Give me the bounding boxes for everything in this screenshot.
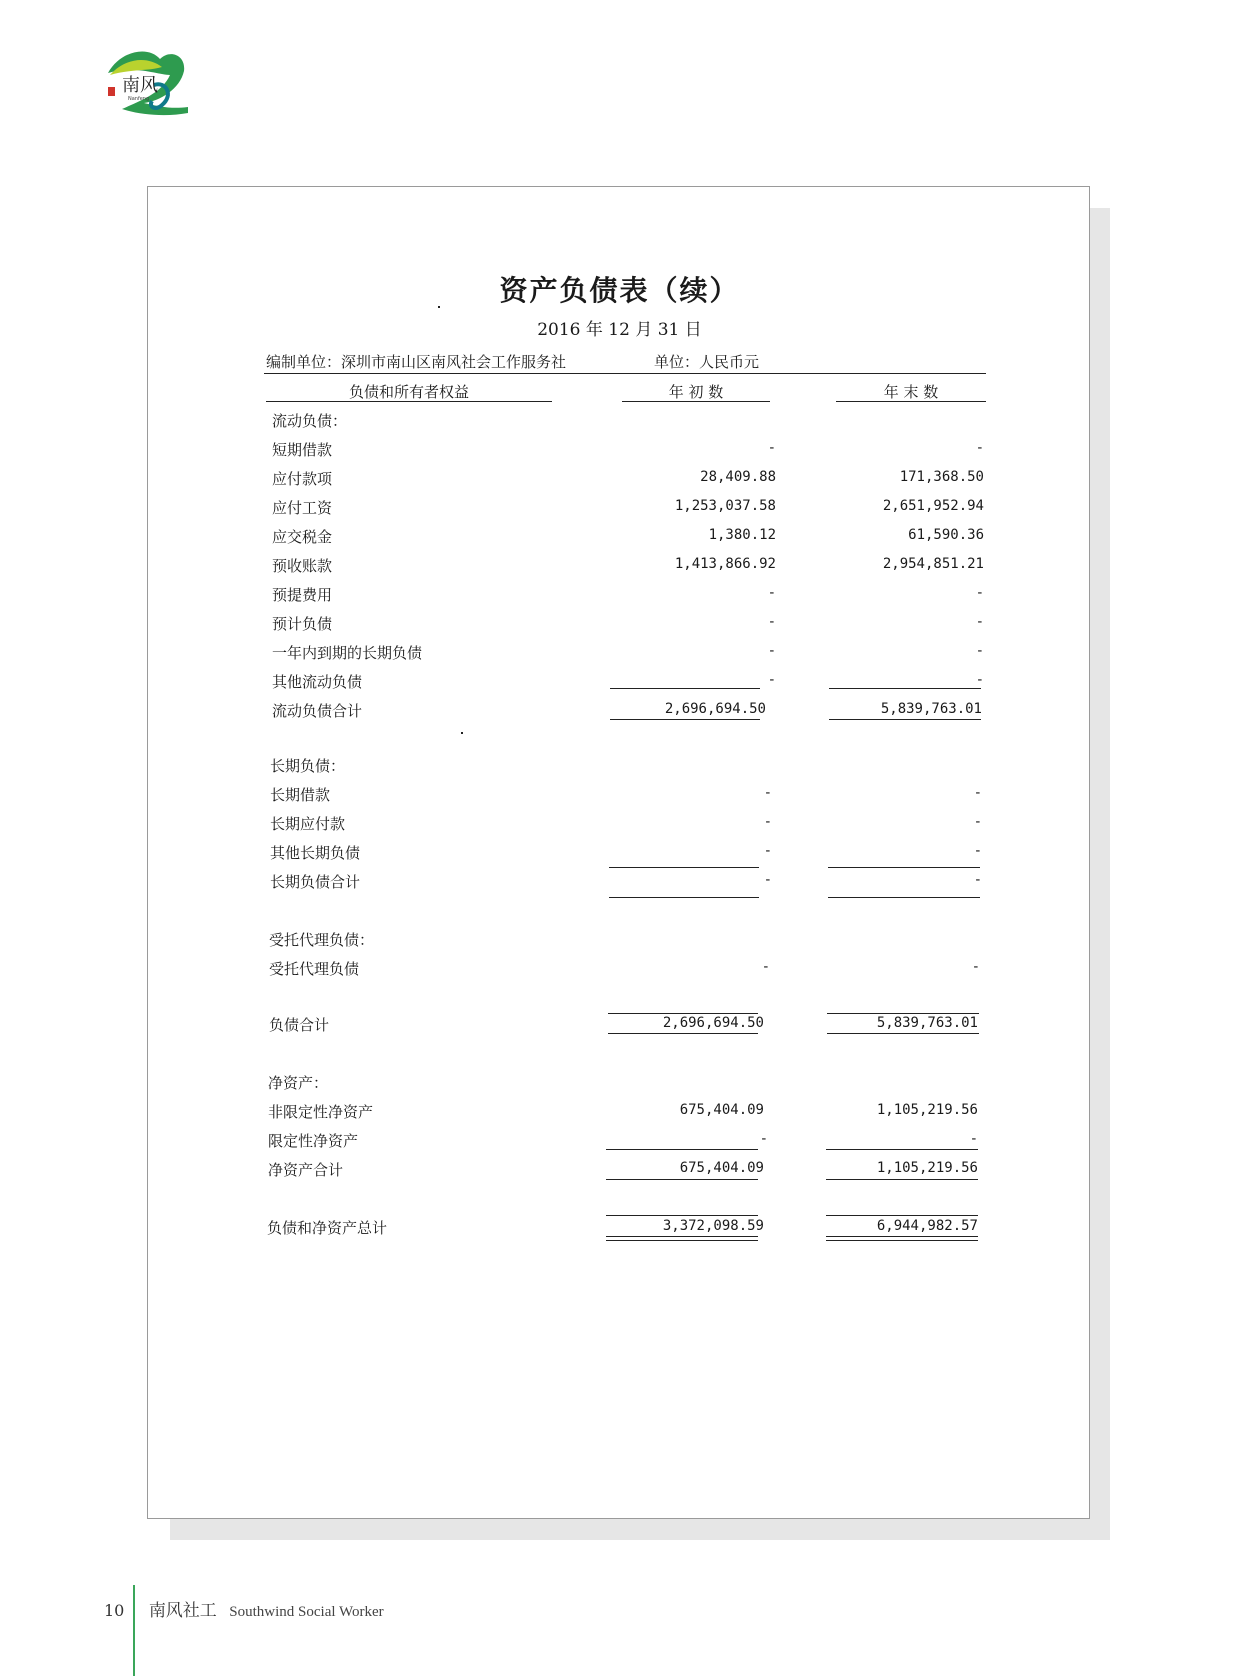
page-number: 10 — [104, 1601, 125, 1620]
row-label: 受托代理负债： — [269, 931, 375, 949]
row-label: 其他流动负债 — [272, 673, 363, 691]
grand-total-rule — [606, 1240, 758, 1241]
row-label: 应付款项 — [272, 470, 333, 488]
row-end-value: 1,105,219.56 — [876, 1160, 978, 1176]
col-header-begin: 年 初 数 — [668, 383, 724, 401]
row-begin-value: - — [767, 672, 776, 688]
row-end-value: 171,368.50 — [899, 469, 984, 485]
magazine-title-cn: 南风社工 — [148, 1601, 217, 1620]
row-begin-value: 2,696,694.50 — [662, 1015, 764, 1031]
magazine-title-en: Southwind Social Worker — [229, 1604, 384, 1620]
row-end-value: - — [975, 440, 984, 456]
row-end-value: - — [969, 1131, 978, 1147]
row-begin-value: 1,253,037.58 — [674, 498, 776, 514]
scan-speck — [438, 306, 440, 308]
row-label: 预提费用 — [272, 586, 333, 604]
logo-text: 南风 — [122, 75, 158, 96]
row-label: 非限定性净资产 — [268, 1103, 374, 1121]
nanfeng-logo — [100, 45, 192, 120]
subtotal-rule — [828, 867, 980, 868]
row-begin-value: - — [767, 614, 776, 630]
row-end-value: - — [973, 872, 982, 888]
page-footer — [104, 1596, 384, 1621]
row-label: 净资产合计 — [268, 1161, 344, 1179]
total-rule — [610, 719, 760, 720]
row-begin-value: - — [763, 785, 772, 801]
row-begin-value: - — [761, 959, 770, 975]
row-begin-value: - — [767, 440, 776, 456]
total-rule — [827, 1033, 979, 1034]
col-header-end: 年 末 数 — [883, 383, 939, 401]
row-end-value: 2,651,952.94 — [882, 498, 984, 514]
row-label: 净资产： — [268, 1074, 329, 1092]
row-end-value: - — [973, 785, 982, 801]
row-label: 负债合计 — [269, 1016, 330, 1034]
row-begin-value: 1,380.12 — [708, 527, 776, 543]
row-end-value: - — [975, 672, 984, 688]
row-begin-value: - — [763, 872, 772, 888]
row-end-value: - — [975, 614, 984, 630]
row-begin-value: 2,696,694.50 — [664, 701, 766, 717]
row-label: 长期借款 — [270, 786, 331, 804]
row-label: 长期负债合计 — [270, 873, 361, 891]
row-label: 一年内到期的长期负债 — [272, 644, 423, 662]
row-label: 流动负债： — [272, 412, 348, 430]
subtotal-rule — [827, 1013, 979, 1014]
row-begin-value: - — [759, 1131, 768, 1147]
row-begin-value: - — [767, 643, 776, 659]
grand-total-rule — [606, 1236, 758, 1237]
subtotal-rule — [610, 688, 760, 689]
row-label: 预计负债 — [272, 615, 333, 633]
subtotal-rule — [609, 867, 759, 868]
subtotal-rule — [608, 1013, 758, 1014]
total-rule — [826, 1179, 978, 1180]
scanned-balance-sheet — [147, 186, 1090, 1519]
row-label: 应交税金 — [272, 528, 333, 546]
row-label: 负债和净资产总计 — [267, 1219, 388, 1237]
total-rule — [606, 1179, 758, 1180]
row-begin-value: 3,372,098.59 — [662, 1218, 764, 1234]
document-title: 资产负债表（续） — [499, 274, 740, 307]
row-begin-value: - — [763, 814, 772, 830]
currency-unit: 单位：人民币元 — [654, 353, 760, 371]
subtotal-rule — [826, 1215, 978, 1216]
row-label: 长期负债： — [270, 757, 346, 775]
row-begin-value: - — [763, 843, 772, 859]
total-rule — [608, 1033, 758, 1034]
row-label: 短期借款 — [272, 441, 333, 459]
row-end-value: - — [975, 643, 984, 659]
row-end-value: - — [973, 843, 982, 859]
row-end-value: - — [975, 585, 984, 601]
row-label: 其他长期负债 — [270, 844, 361, 862]
subtotal-rule — [829, 688, 981, 689]
row-end-value: 1,105,219.56 — [876, 1102, 978, 1118]
subtotal-rule — [606, 1149, 758, 1150]
row-label: 长期应付款 — [270, 815, 346, 833]
col-end-underline — [836, 401, 986, 402]
row-label: 限定性净资产 — [268, 1132, 359, 1150]
row-begin-value: 28,409.88 — [700, 469, 776, 485]
scan-speck — [461, 732, 463, 734]
row-end-value: - — [973, 814, 982, 830]
document-date: 2016 年 12 月 31 日 — [537, 320, 702, 340]
total-rule — [609, 897, 759, 898]
logo-subtext: Nanfeng — [128, 96, 150, 102]
compiling-unit: 编制单位：深圳市南山区南风社会工作服务社 — [266, 353, 567, 371]
grand-total-rule — [826, 1236, 978, 1237]
row-label: 预收账款 — [272, 557, 333, 575]
row-label: 应付工资 — [272, 499, 333, 517]
row-label: 受托代理负债 — [269, 960, 360, 978]
grand-total-rule — [826, 1240, 978, 1241]
row-end-value: 5,839,763.01 — [876, 1015, 978, 1031]
total-rule — [829, 719, 981, 720]
row-begin-value: 1,413,866.92 — [674, 556, 776, 572]
total-rule — [828, 897, 980, 898]
row-end-value: 5,839,763.01 — [880, 701, 982, 717]
row-end-value: 2,954,851.21 — [882, 556, 984, 572]
row-label: 流动负债合计 — [272, 702, 363, 720]
row-end-value: - — [971, 959, 980, 975]
col-begin-underline — [622, 401, 770, 402]
row-begin-value: 675,404.09 — [679, 1102, 764, 1118]
row-begin-value: 675,404.09 — [679, 1160, 764, 1176]
row-end-value: 6,944,982.57 — [876, 1218, 978, 1234]
col-item-underline — [266, 401, 552, 402]
col-header-item: 负债和所有者权益 — [348, 383, 469, 401]
row-begin-value: - — [767, 585, 776, 601]
subtotal-rule — [606, 1215, 758, 1216]
subtotal-rule — [826, 1149, 978, 1150]
header-rule — [264, 373, 986, 374]
row-end-value: 61,590.36 — [908, 527, 984, 543]
